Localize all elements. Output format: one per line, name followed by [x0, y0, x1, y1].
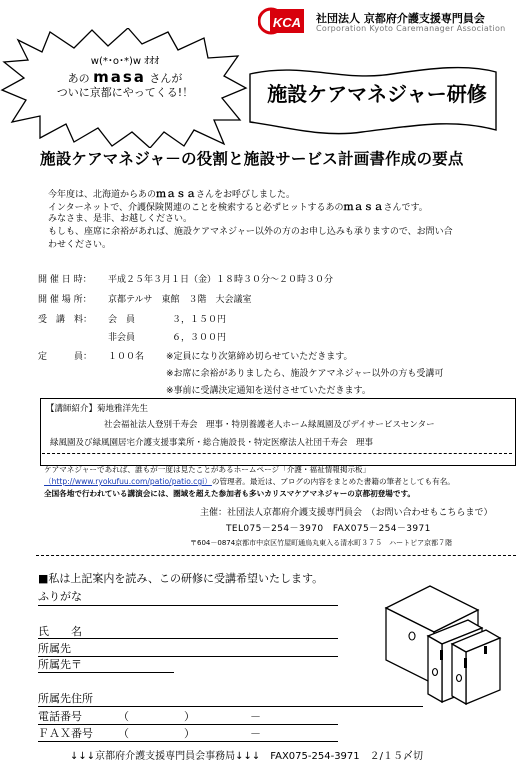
phone-paren-close: ） — [184, 710, 195, 723]
venue-value: 京都テルサ 東館 ３階 大会議室 — [108, 295, 252, 305]
fee-nonmember-label: 非会員 — [108, 333, 136, 343]
capacity-note-2: ※お席に余裕がありましたら、施設ケアマネジャー以外の方も受講可 — [166, 369, 444, 379]
phone-dash: － — [250, 710, 261, 723]
svg-text:KCA: KCA — [272, 15, 302, 30]
intro-line-4: もしも、座席に余裕があれば、施設ケアマネジャー以外の方のお申し込みも承りますので、お問い合 — [48, 227, 453, 237]
intro-l1-post: さんをお呼びしました。 — [196, 190, 296, 200]
postal-field[interactable] — [38, 672, 174, 673]
footer-fax: ↓↓↓京都府介護支援専門員会事務局↓↓↓ FAX075-254-3971 ２/１５〆切 — [70, 751, 424, 762]
fee-label: 受 講 料： — [38, 315, 93, 325]
org-name-en: Corporation Kyoto Caremanager Association — [316, 24, 506, 33]
capacity-note-1: ※定員になり次第締め切らせていただきます。 — [166, 352, 353, 362]
note-url-link[interactable]: （http://www.ryokufuu.com/patio/patio.cgi） — [44, 477, 212, 486]
bubble-masa: masa — [93, 68, 146, 86]
note-line-3: 全国各地で行われている講演会には、圏域を超えた参加者も多いカリスマケアマネジャーの京都初登場です。 — [44, 489, 416, 498]
lecturer-divider — [42, 453, 512, 454]
affiliation-field[interactable] — [38, 656, 338, 657]
phone-label: 電話番号 — [38, 710, 82, 723]
fax-paren-close: ） — [184, 727, 195, 740]
cut-line — [36, 555, 516, 556]
fax-paren-open: （ — [118, 727, 129, 740]
intro-l1-pre: 今年度は、北海道からあの — [48, 190, 157, 200]
intro-line-3: みなさま、是非、お越しください。 — [48, 214, 193, 224]
intro-line-5: わせください。 — [48, 240, 112, 250]
fax-field[interactable] — [38, 741, 338, 742]
binder-files-icon — [378, 580, 508, 710]
intro-l2-pre: インターネットで、介護保険関連のことを検索すると必ずヒットするあの — [48, 203, 344, 213]
bubble-line-1: w(*･o･*)w ｵｵｵ — [90, 56, 160, 67]
kca-logo-icon — [258, 6, 306, 36]
date-value: 平成２５年３月１日（金）１８時３０分～２０時３０分 — [108, 275, 334, 285]
venue-label: 開 催 場 所： — [38, 295, 92, 305]
fee-nonmember-value: ６，３００円 — [172, 333, 227, 343]
intro-l2-post: さんです。 — [383, 203, 428, 213]
note-line-2 — [44, 476, 455, 487]
sponsor-line-2: TEL075－254－3970 FAX075－254－3971 — [226, 524, 431, 534]
name-label: 氏 名 — [38, 625, 82, 638]
form-statement: ■私は上記案内を読み、この研修に受講希望いたします。 — [38, 572, 324, 585]
capacity-label: 定 員： — [38, 352, 93, 362]
date-label: 開 催 日 時： — [38, 275, 92, 285]
affiliation-label: 所属先 — [38, 642, 71, 655]
intro-l1-name: ｍａｓａ — [156, 189, 197, 200]
capacity-value: １００名 — [108, 352, 145, 362]
page-title: 施設ケアマネジャー研修 — [267, 82, 487, 106]
subtitle: 施設ケアマネジャ－の役割と施設サービス計画書作成の要点 — [40, 149, 464, 168]
fee-member-label: 会 員 — [108, 315, 136, 325]
note-line-1: ケアマネジャーであれば、誰もが一度は見たことがあるホームページ「介護・福祉情報掲示板」 — [44, 465, 371, 474]
fax-dash: － — [250, 727, 261, 740]
name-field[interactable] — [38, 638, 338, 639]
bubble-ano: あの — [67, 72, 90, 85]
furigana-label: ふりがな — [38, 590, 82, 603]
bubble-sanga: さんが — [149, 72, 183, 85]
sponsor-line-3: 〒604－0874京都市中京区竹屋町通烏丸東入る清水町３７５ ハートピア京都７階 — [190, 539, 453, 547]
address-label: 所属先住所 — [38, 692, 93, 705]
lecturer-line-2: 緑風園及び緑風園居宅介護支援事業所・総合施設長・特定医療法人社団千寿会 理事 — [50, 438, 374, 448]
lecturer-line-1: 社会福祉法人登別千寿会 理事・特別養護老人ホーム緑風園及びデイサービスセンター — [104, 420, 435, 430]
lecturer-heading: 【講師紹介】菊地雅洋先生 — [46, 404, 149, 414]
intro-l2-name: ｍａｓａ — [343, 202, 384, 213]
sponsor-line-1: 主催：社団法人京都府介護支援専門員会 （お問い合わせもこちらまで） — [200, 508, 493, 518]
capacity-note-3: ※事前に受講決定通知を送付させていただきます。 — [166, 386, 371, 396]
note-line-2-post: の管理者。最近は、ブログの内容をまとめた書籍の筆者としても有名。 — [211, 477, 455, 486]
address-field[interactable] — [38, 706, 423, 707]
phone-paren-open: （ — [118, 710, 129, 723]
postal-label: 所属先〒 — [38, 658, 82, 671]
org-name: 社団法人 京都府介護支援専門員会 — [316, 12, 485, 25]
fax-label: ＦＡＸ番号 — [38, 727, 93, 740]
furigana-field[interactable] — [38, 605, 338, 606]
fee-member-value: ３，１５０円 — [172, 315, 227, 325]
bubble-line-3: ついに京都にやってくる!！ — [56, 86, 194, 99]
